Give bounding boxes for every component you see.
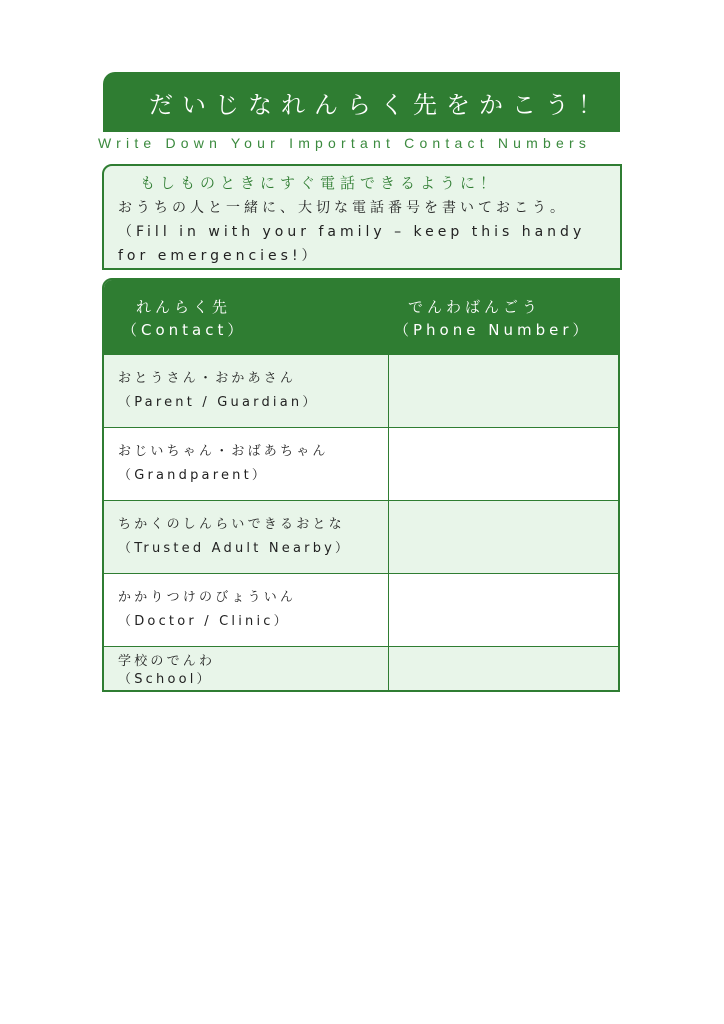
contact-label-en: （Doctor / Clinic） [118, 614, 290, 629]
instruction-text: おうちの人と一緒に、大切な電話番号を書いておこう。 （Fill in with your family – keep this handy for emergencies!） [118, 200, 586, 264]
phone-number-field[interactable] [389, 647, 618, 692]
contact-label [118, 653, 215, 689]
instruction-heading: もしものときにすぐ電話できるように！ [140, 174, 501, 192]
contact-label [118, 440, 329, 488]
table-row [104, 427, 618, 500]
phone-number-field[interactable] [389, 574, 618, 646]
phone-number-field[interactable] [389, 501, 618, 573]
column-header-phone-en: （Phone Number） [394, 321, 592, 339]
table-row [104, 573, 618, 646]
contact-label-jp: おとうさん・おかあさん [118, 371, 297, 386]
column-header-contact [122, 296, 246, 342]
page-title: だいじなれんらく先をかこう！ [149, 90, 611, 119]
contact-label-jp: 学校のでんわ [118, 654, 216, 669]
contact-label-en: （Trusted Adult Nearby） [118, 541, 352, 556]
instruction-box [102, 164, 622, 270]
phone-number-field[interactable] [389, 355, 618, 427]
contact-label-en: （Grandparent） [118, 468, 269, 483]
contact-table [102, 278, 620, 692]
page-subtitle: Write Down Your Important Contact Numbers [98, 135, 592, 151]
table-row [104, 354, 618, 427]
contact-label [118, 513, 351, 561]
column-header-contact-en: （Contact） [122, 321, 247, 339]
contact-label-jp: ちかくのしんらいできるおとな [118, 517, 345, 532]
contact-label [118, 367, 319, 415]
column-header-contact-jp: れんらく先 [136, 298, 232, 316]
column-header-phone-jp: でんわばんごう [408, 298, 542, 316]
phone-number-field[interactable] [389, 428, 618, 500]
contact-label-jp: おじいちゃん・おばあちゃん [118, 444, 329, 459]
table-row [104, 646, 618, 692]
contact-label [118, 586, 296, 634]
contact-label-en: （School） [118, 672, 213, 687]
column-header-phone [394, 296, 592, 342]
title-banner [103, 72, 620, 132]
table-row [104, 500, 618, 573]
contact-label-en: （Parent / Guardian） [118, 395, 319, 410]
contact-label-jp: かかりつけのびょういん [118, 590, 297, 605]
table-header [104, 280, 618, 354]
